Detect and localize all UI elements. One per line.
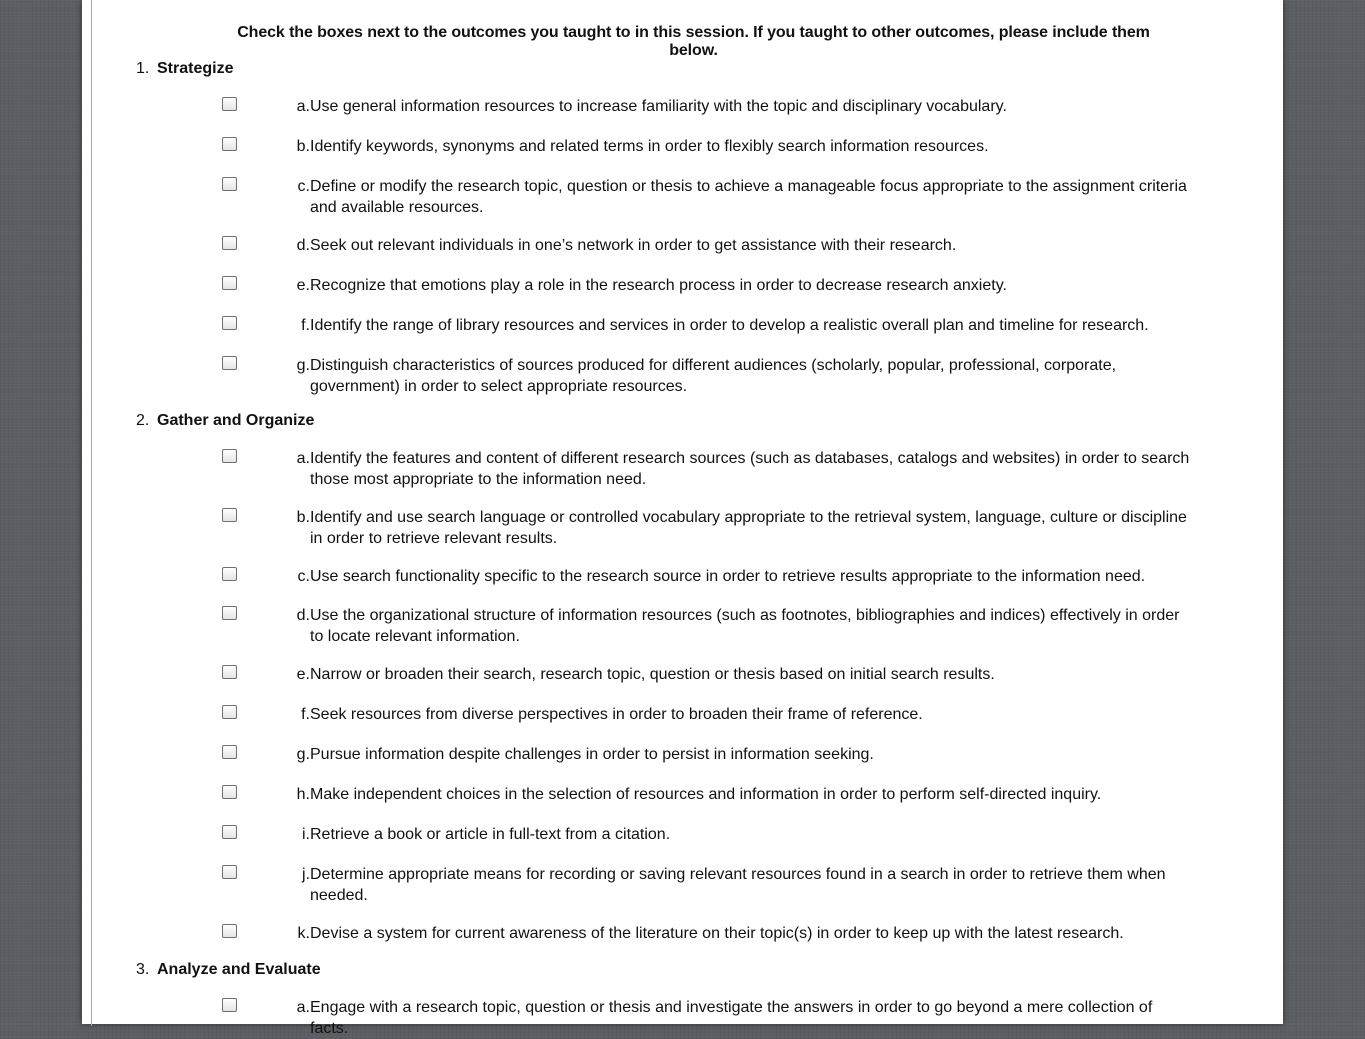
outcome-description: Seek resources from diverse perspectives in order to broaden their frame of reference. xyxy=(310,706,923,723)
outcome-checkbox[interactable] xyxy=(222,97,237,111)
outcome-checkbox[interactable] xyxy=(222,567,237,581)
document-page xyxy=(82,0,1283,1037)
outcome-letter-label: a. xyxy=(296,450,310,467)
outcome-letter-label: e. xyxy=(296,277,310,294)
outcome-text xyxy=(289,136,1190,157)
outcome-letter-label: f. xyxy=(301,317,310,334)
outcome-letter xyxy=(289,355,310,376)
outcome-text xyxy=(289,448,1190,490)
outcome-description: Distinguish characteristics of sources produced for different audiences (scholarly, popular, professional, corporate, government) in order to select appropriate resources. xyxy=(310,357,1117,395)
outcome-letter xyxy=(289,566,310,587)
outcome-description: Use general information resources to increase familiarity with the topic and disciplinary vocabulary. xyxy=(310,98,1007,115)
outcome-letter xyxy=(289,997,310,1018)
outcome-letter xyxy=(289,864,310,885)
outcome-text xyxy=(289,784,1190,805)
section-number: 2. xyxy=(136,412,150,429)
outcome-description: Identify the features and content of different research sources (such as databases, catalogs and websites) in order to search those most appropriate to the information need. xyxy=(310,450,1190,488)
outcome-checkbox[interactable] xyxy=(222,825,237,839)
outcome-checkbox[interactable] xyxy=(222,665,237,679)
outcome-checkbox[interactable] xyxy=(222,356,237,370)
section-title xyxy=(136,961,321,979)
instructions-heading: Check the boxes next to the outcomes you taught to in this session. If you taught to other outcomes, please include them below. xyxy=(237,24,1150,59)
outcome-checkbox[interactable] xyxy=(222,177,237,191)
section-title xyxy=(136,60,233,78)
outcome-letter xyxy=(289,664,310,685)
outcome-text xyxy=(289,997,1190,1039)
section-title xyxy=(136,412,314,430)
outcome-description: Pursue information despite challenges in order to persist in information seeking. xyxy=(310,746,874,763)
outcome-letter-label: g. xyxy=(296,357,310,374)
outcome-checkbox[interactable] xyxy=(222,276,237,290)
outcome-letter-label: g. xyxy=(296,746,310,763)
outcome-description: Recognize that emotions play a role in the research process in order to decrease research anxiety. xyxy=(310,277,1007,294)
outcome-text xyxy=(289,176,1190,218)
outcome-checkbox[interactable] xyxy=(222,785,237,799)
outcome-letter-label: b. xyxy=(296,509,310,526)
outcome-checkbox[interactable] xyxy=(222,236,237,250)
outcome-letter xyxy=(289,448,310,469)
outcome-letter xyxy=(289,744,310,765)
outcome-text xyxy=(289,507,1190,549)
outcome-description: Identify keywords, synonyms and related terms in order to flexibly search information resources. xyxy=(310,138,989,155)
outcome-text xyxy=(289,235,1190,256)
outcome-text xyxy=(289,355,1190,397)
section-title-text: Strategize xyxy=(157,60,234,77)
outcome-letter-label: e. xyxy=(296,666,310,683)
outcome-description: Use the organizational structure of information resources (such as footnotes, bibliographies and indices) effectively in order to locate relevant information. xyxy=(310,607,1180,645)
outcome-letter xyxy=(289,315,310,336)
outcome-letter-label: i. xyxy=(302,826,310,843)
outcome-text xyxy=(289,923,1190,944)
outcome-letter-label: d. xyxy=(296,237,310,254)
outcome-letter xyxy=(289,605,310,626)
outcome-letter xyxy=(289,275,310,296)
section-number: 1. xyxy=(136,60,150,77)
outcome-description: Engage with a research topic, question or thesis and investigate the answers in order to go beyond a mere collection of facts. xyxy=(310,999,1153,1037)
outcome-text xyxy=(289,96,1190,117)
outcome-letter-label: k. xyxy=(297,925,310,942)
outcome-text xyxy=(289,704,1190,725)
outcome-letter-label: a. xyxy=(296,98,310,115)
outcome-checkbox[interactable] xyxy=(222,316,237,330)
outcome-text xyxy=(289,664,1190,685)
outcome-text xyxy=(289,315,1190,336)
outcome-text xyxy=(289,864,1190,906)
outcome-letter-label: c. xyxy=(297,568,310,585)
outcome-checkbox[interactable] xyxy=(222,606,237,620)
outcome-letter xyxy=(289,96,310,117)
outcome-text xyxy=(289,744,1190,765)
outcome-description: Define or modify the research topic, question or thesis to achieve a manageable focus appropriate to the assignment criteria and available resources. xyxy=(310,178,1187,216)
section-title-text: Analyze and Evaluate xyxy=(157,961,321,978)
outcome-letter-label: d. xyxy=(296,607,310,624)
outcome-description: Identify the range of library resources and services in order to develop a realistic overall plan and timeline for research. xyxy=(310,317,1149,334)
outcome-letter xyxy=(289,784,310,805)
outcome-letter-label: h. xyxy=(296,786,310,803)
outcome-description: Narrow or broaden their search, research topic, question or thesis based on initial search results. xyxy=(310,666,995,683)
outcome-letter-label: c. xyxy=(297,178,310,195)
outcome-checkbox[interactable] xyxy=(222,508,237,522)
outcome-letter-label: b. xyxy=(296,138,310,155)
outcome-description: Determine appropriate means for recording or saving relevant resources found in a search in order to retrieve them when needed. xyxy=(310,866,1166,904)
section-title-text: Gather and Organize xyxy=(157,412,315,429)
outcome-letter xyxy=(289,136,310,157)
outcome-checkbox[interactable] xyxy=(222,924,237,938)
outcome-letter xyxy=(289,704,310,725)
outcome-description: Seek out relevant individuals in one’s network in order to get assistance with their research. xyxy=(310,237,957,254)
outcome-description: Use search functionality specific to the research source in order to retrieve results appropriate to the information need. xyxy=(310,568,1146,585)
outcome-letter-label: j. xyxy=(302,866,310,883)
outcome-letter xyxy=(289,824,310,845)
outcome-letter xyxy=(289,923,310,944)
outcome-checkbox[interactable] xyxy=(222,998,237,1012)
outcome-letter xyxy=(289,235,310,256)
outcome-checkbox[interactable] xyxy=(222,137,237,151)
outcome-checkbox[interactable] xyxy=(222,705,237,719)
outcome-letter xyxy=(289,176,310,197)
outcome-text xyxy=(289,824,1190,845)
outcome-checkbox[interactable] xyxy=(222,449,237,463)
outcome-checkbox[interactable] xyxy=(222,745,237,759)
outcome-description: Identify and use search language or controlled vocabulary appropriate to the retrieval system, language, culture or discipline in order to retrieve relevant results. xyxy=(310,509,1187,547)
outcome-description: Devise a system for current awareness of the literature on their topic(s) in order to keep up with the latest research. xyxy=(310,925,1124,942)
outcome-text xyxy=(289,275,1190,296)
outcome-description: Make independent choices in the selection of resources and information in order to perform self-directed inquiry. xyxy=(310,786,1102,803)
outcome-description: Retrieve a book or article in full-text from a citation. xyxy=(310,826,671,843)
outcome-text xyxy=(289,566,1190,587)
outcome-text xyxy=(289,605,1190,647)
section-number: 3. xyxy=(136,961,150,978)
outcome-letter-label: a. xyxy=(296,999,310,1016)
outcome-letter xyxy=(289,507,310,528)
outcome-checkbox[interactable] xyxy=(222,865,237,879)
outcome-letter-label: f. xyxy=(301,706,310,723)
